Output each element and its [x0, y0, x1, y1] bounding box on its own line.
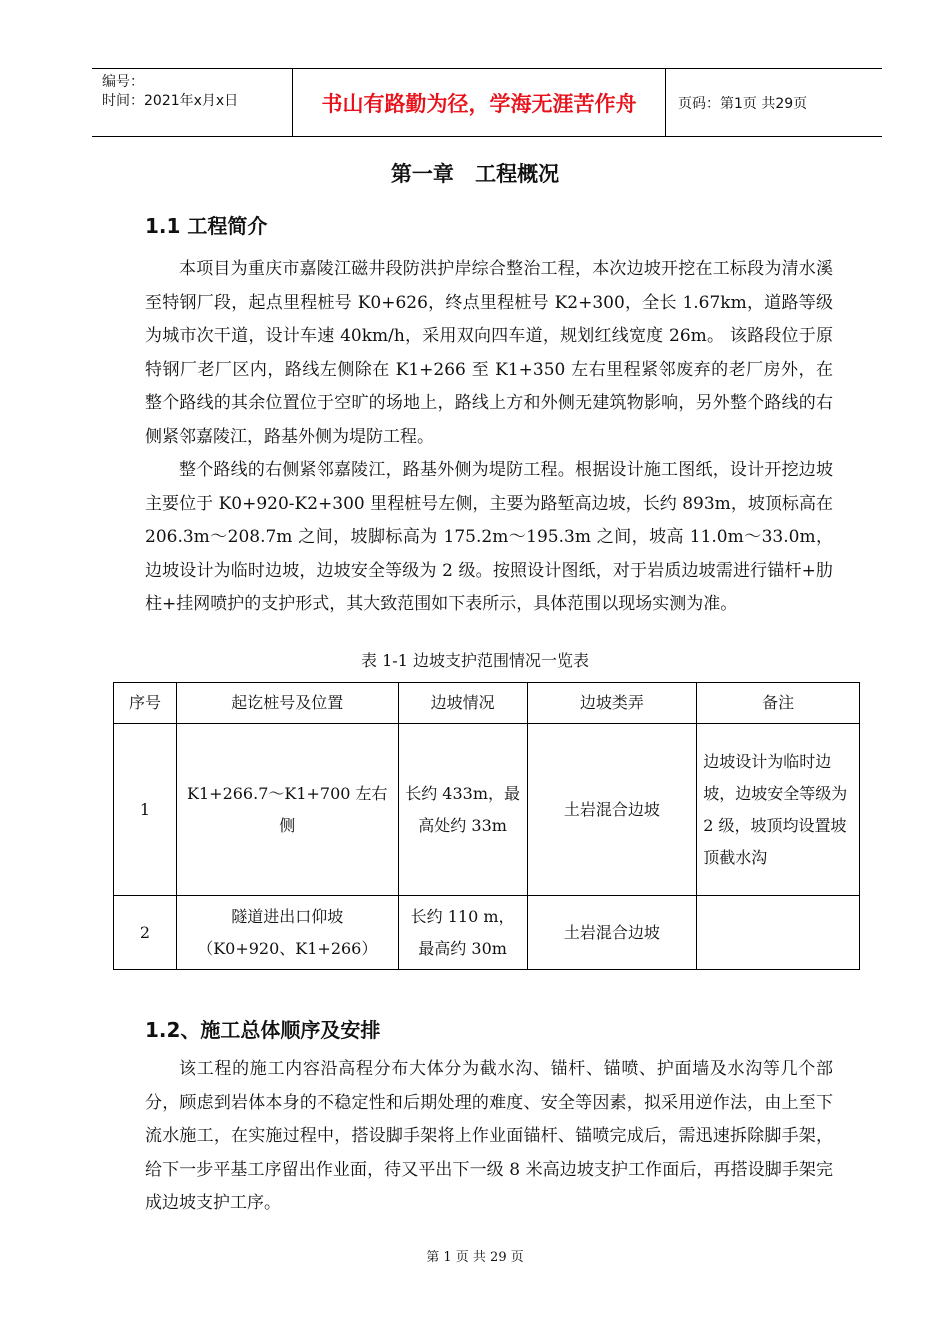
table-caption: 表 1-1 边坡支护范围情况一览表: [361, 651, 589, 670]
slope-support-table: [113, 682, 860, 970]
table-cell: 隧道进出口仰坡（K0+920、K1+266）: [176, 896, 398, 970]
header-page-info: 页码：第1页 共29页: [678, 95, 808, 112]
table-row: [114, 896, 860, 970]
table-cell: [697, 896, 860, 970]
table-cell: K1+266.7～K1+700 左右侧: [176, 724, 398, 896]
table-row: [114, 724, 860, 896]
table-cell: 长约 110 m，最高约 30m: [398, 896, 527, 970]
section-2-paragraph: 该工程的施工内容沿高程分布大体分为截水沟、锚杆、锚喷、护面墙及水沟等几个部分，顾虑到岩体本身的不稳定性和后期处理的难度、安全等因素，拟采用逆作法，由上至下流水施工，在实施过程中，搭设脚手架将上作业面锚杆、锚喷完成后，需迅速拆除脚手架，给下一步平基工序留出作业面，待又平出下一级 8 米高边坡支护工作面后，再搭设脚手架完成边坡支护工序。: [145, 1059, 833, 1213]
section-1-paragraph-2: 整个路线的右侧紧邻嘉陵江，路基外侧为堤防工程。根据设计施工图纸，设计开挖边坡主要位于 K0+920-K2+300 里程桩号左侧，主要为路堑高边坡，长约 893m，坡顶标高在 206.3m～208.7m 之间，坡脚标高为 175.2m～195.3m 之间，坡高 11.0m～33.0m，边坡设计为临时边坡，边坡安全等级为 2 级。按照设计图纸，对于岩质边坡需进行锚杆+肋柱+挂网喷护的支护形式，其大致范围如下表所示，具体范围以现场实测为准。: [145, 460, 833, 614]
header-cell: 备注: [697, 683, 860, 724]
header-cell: 序号: [114, 683, 177, 724]
table-header-row: [114, 683, 860, 724]
section-1-paragraph-1: 本项目为重庆市嘉陵江磁井段防洪护岸综合整治工程，本次边坡开挖在工标段为清水溪至特钢厂段，起点里程桩号 K0+626，终点里程桩号 K2+300，全长 1.67km，道路等级为城市次干道，设计车速 40km/h，采用双向四车道，规划红线宽度 26m。 该路段位于原特钢厂老厂区内，路线左侧除在 K1+266 至 K1+350 左右里程紧邻废弃的老厂房外，在整个路线的其余位置位于空旷的场地上，路线上方和外侧无建筑物影响，另外整个路线的右侧紧邻嘉陵江，路基外侧为堤防工程。: [145, 259, 833, 447]
table-cell: 长约 433m，最高处约 33m: [398, 724, 527, 896]
header-meta: [92, 69, 293, 136]
section-2-title: 1.2、施工总体顺序及安排: [145, 1018, 381, 1042]
page-header: [92, 68, 882, 137]
table-cell: 边坡设计为临时边坡，边坡安全等级为 2 级，坡顶均设置坡顶截水沟: [697, 724, 860, 896]
section-1-title: 1.1 工程简介: [145, 214, 268, 238]
table-cell: 土岩混合边坡: [527, 724, 697, 896]
header-motto: 书山有路勤为径，学海无涯苦作舟: [293, 69, 666, 136]
chapter-title: 第一章 工程概况: [390, 162, 560, 186]
header-cell: 边坡情况: [398, 683, 527, 724]
header-cell: 边坡类弄: [527, 683, 697, 724]
time-label: 时间：2021年x月x日: [102, 93, 239, 109]
table-cell: 1: [114, 724, 177, 896]
table-cell: 2: [114, 896, 177, 970]
table-cell: 土岩混合边坡: [527, 896, 697, 970]
page-footer: 第 1 页 共 29 页: [426, 1250, 524, 1265]
code-label: 编号：: [102, 74, 144, 90]
header-cell: 起讫桩号及位置: [176, 683, 398, 724]
